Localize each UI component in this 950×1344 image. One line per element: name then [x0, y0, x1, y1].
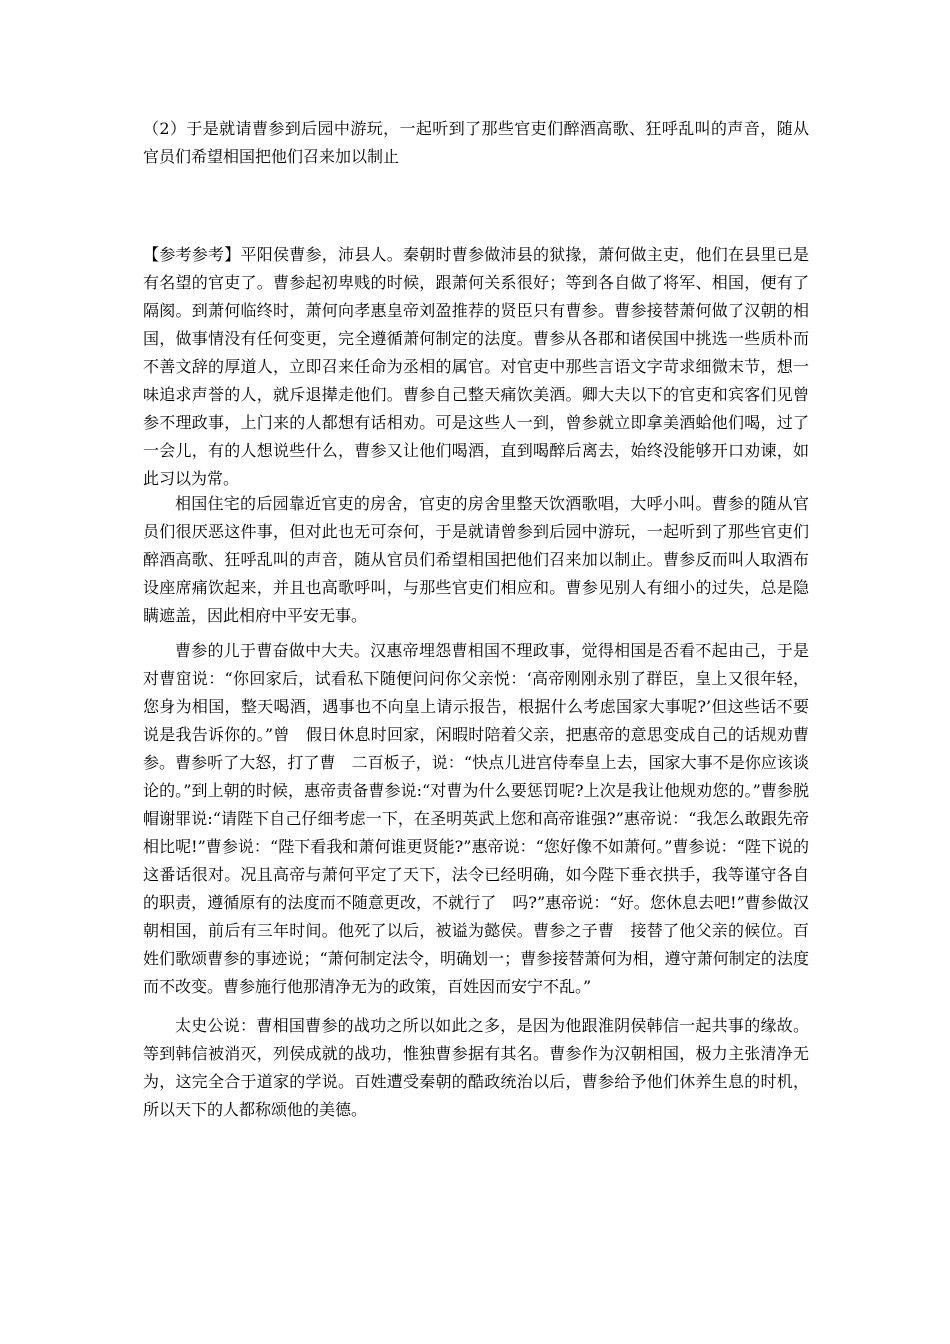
reference-translation: 【参考参考】平阳侯曹参，沛县人。秦朝时曹参做沛县的狱掾，萧何做主吏，他们在县里已是有名望的官吏了。曹参起初卑贱的时候，跟萧何关系很好；等到各自做了将军、相国，便有了隔阂。到萧何临终时，萧何向孝惠皇帝刘盈推荐的贤臣只有曹参。曹参接替萧何做了汉朝的相国，做事情没有任何变更，完全遵循萧何制定的法度。曹参从各郡和诸侯国中挑选一些质朴而不善文辞的厚道人，立即召来任命为丞相的属官。对官吏中那些言语文字苛求细微末节，想一味追求声誉的人，就斥退撵走他们。曹参自己整天痛饮美酒。卿大夫以下的官吏和宾客们见曾参不理政事，上门来的人都想有话相劝。可是这些人一到，曾参就立即拿美酒蛤他们喝，过了一会儿，有的人想说些什么，曹参又让他们喝酒，直到喝醉后离去，始终没能够开口劝谏，如此习以为常。 — [143, 245, 809, 488]
paragraph-son-and-emperor: 曹参的儿于曹奋做中大夫。汉惠帝埋怨曹相国不理政事，觉得相国是否看不起由己，于是对曹窋说：“你回家后，试看私下随便问问你父亲悦：‘高帝刚刚永别了群臣，皇上又很年轻，您身为相国，整天喝酒，遇事也不向皇上请示报告，根据什么考虑国家大事呢?’但这些话不要说是我告诉你的。”曾 假日休息时回家，闲暇时陪着父亲，把惠帝的意思变成自己的话规劝曹参。曹参听了大怒，打了曹 二百板子，说：“快点儿进宫侍奉皇上去，国家大事不是你应该谈论的。”到上朝的时候，惠帝责备曹参说:“对曹为什么要惩罚呢?上次是我让他规劝您的。”曹参脱帽谢罪说:“请陛下自己仔细考虑一下，在圣明英武上您和高帝谁强?”惠帝说：“我怎么敢跟先帝相比呢!”曹参说：“陛下看我和萧何谁更贤能?”惠帝说：“您好像不如萧何。”曹参说：“陛下说的这番话很对。况且高帝与萧何平定了天下，法令已经明确，如今陛下垂衣拱手，我等谨守各自的职责，遵循原有的法度而不随意更改，不就行了 吗?”惠帝说：“好。您休息去吧!”曹参做汉朝相国，前后有三年时间。他死了以后，被谥为懿侯。曹参之子曹 接替了他父亲的候位。百姓们歌颂曹参的事迹说；“萧何制定法令，明确划一；曹参接替萧何为相，遵守萧何制定的法度而不改变。曹参施行他那清净无为的政策，百姓因而安宁不乱。” — [143, 641, 809, 996]
paragraph-taishigong: 太史公说：曹相国曹参的战功之所以如此之多，是因为他跟淮阴侯韩信一起共事的缘故。等到韩信被消灭，列侯成就的战功，惟独曹参据有其名。曹参作为汉朝相国，极力主张清净无为，这完全合于道家的学说。百姓遭受秦朝的酷政统治以后，曹参给予他们休养生息的时机，所以天下的人都称颂他的美德。 — [143, 1016, 809, 1119]
question-2-answer: （2）于是就请曹参到后园中游玩，一起听到了那些官吏们醉酒高歌、狂呼乱叫的声音，随从官员们希望相国把他们召来加以制止 — [143, 119, 809, 166]
paragraph-garden: 相国住宅的后园靠近官吏的房舍，官吏的房舍里整天饮酒歌唱，大呼小叫。曹参的随从官员们很厌恶这件事，但对此也无可奈何，于是就请曾参到后园中游玩，一起听到了那些官吏们醉酒高歌、狂呼乱叫的声音，随从官员们希望相国把他们召来加以制止。曹参反而叫人取酒布设座席痛饮起来，并且也高歌呼叫，与那些官吏们相应和。曹参见别人有细小的过失，总是隐瞒遮盖，因此相府中平安无事。 — [143, 494, 809, 625]
